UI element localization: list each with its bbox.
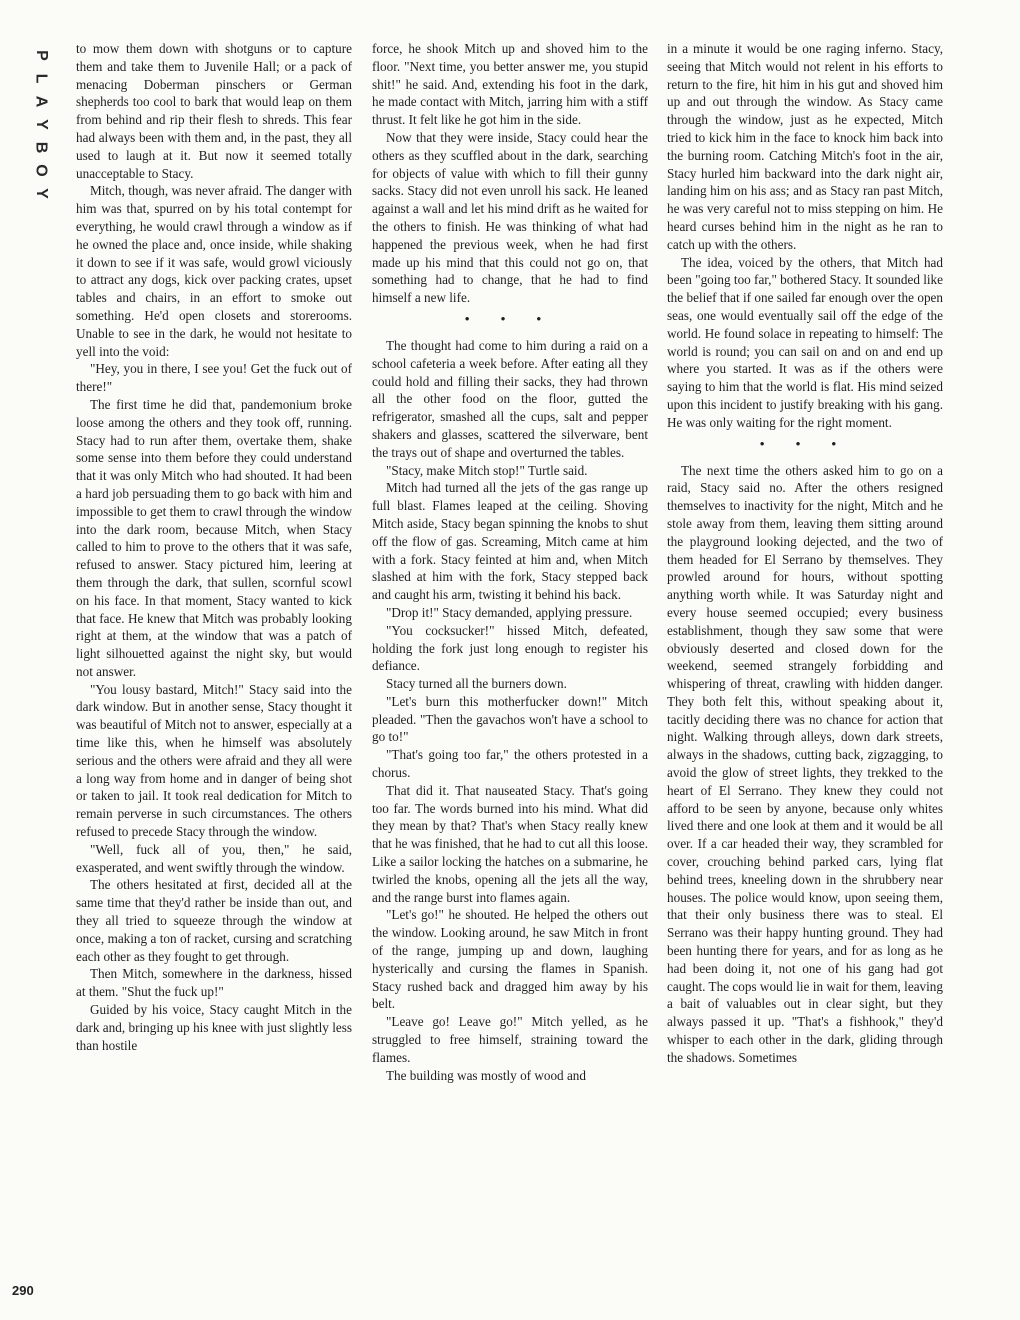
paragraph: The idea, voiced by the others, that Mitch had been "going too far," bothered Stacy. It sounded like the belief that if one sailed far enough over the open seas, one would eventually sail off the edge of the world. He found solace in repeating to himself: The world is round; you can sail on and on and end up where you started. It was as if the others were saying to him that the world is flat. His mind seized upon this incident to justify breaking with his gang. He was only waiting for the right moment. xyxy=(667,254,943,430)
sidebar-letter: O xyxy=(32,164,50,177)
paragraph: to mow them down with shotguns or to capture them and take them to Juvenile Hall; or a pack of menacing Doberman pinschers or German shepherds too cool to bark that would leap on them from behind and rip their flesh to shreds. This fear had always been with them and, in the past, they all used to laugh at it. But now it seemed totally unacceptable to Stacy. xyxy=(76,41,352,181)
paragraph: The thought had come to him during a raid on a school cafeteria a week before. After eating all they could hold and filling their sacks, they had thrown all the other food on the floor, gutted the refrigerator, smashed all the cups, salt and pepper shakers and glasses, scattered the silverware, bent the trays out of shape and overturned the tables. xyxy=(372,337,648,460)
paragraph: "Hey, you in there, I see you! Get the fuck out of there!" xyxy=(76,361,352,395)
paragraph: Now that they were inside, Stacy could hear the others as they scuffled about in the dark, searching for objects of value with which to fill their gunny sacks. Stacy did not even unroll his sack. He leaned against a wall and let his mind drift as he waited for the others to finish. He was thinking of what had happened the previous week, when he had first made up his mind that this could not go on, that something had to change, that he had to find himself a new life. xyxy=(372,129,648,306)
paragraph: in a minute it would be one raging inferno. Stacy, seeing that Mitch would not relent in his efforts to return to the fire, hit him in his gut and shoved him up and out through the window. As Stacy came through the window, just as he expected, Mitch tried to kick him in the face to knock him back into the burning room. Catching Mitch's foot in the air, Stacy hurled him backward into the dark night air, landing him on his ass; and as Stacy ran past Mitch, he was very careful not to miss stepping on him. He heard curses behind him in the night as he ran to catch up with the others. xyxy=(667,41,943,252)
sidebar-letter: L xyxy=(32,73,50,84)
paragraph: "Let's burn this motherfucker down!" Mitch pleaded. "Then the gavachos won't have a school to go to!" xyxy=(372,693,648,745)
paragraph: Mitch had turned all the jets of the gas range up full blast. Flames leaped at the ceiling. Shoving Mitch aside, Stacy began spinning the knobs to shut off the flow of gas. Screaming, Mitch came at him with a fork. Stacy feinted at him and, when Mitch slashed at him with the fork, Stacy stepped back and caught his arm, twisting it behind his back. xyxy=(372,480,648,603)
paragraph: That did it. That nauseated Stacy. That's going too far. The words burned into his mind. What did they mean by that? That's when Stacy really knew that he was finished, that he had to cut all this loose. Like a sailor locking the hatches on a submarine, he twirled the knobs, opening all the jets all the way, and the range burst into flames again. xyxy=(372,782,648,905)
paragraph: "Let's go!" he shouted. He helped the others out the window. Looking around, he saw Mitch in front of the range, jumping up and down, laughing hysterically and cursing the flames in Spanish. Stacy rushed back and dragged him away by his belt. xyxy=(372,907,648,1012)
paragraph: "That's going too far," the others protested in a chorus. xyxy=(372,747,648,781)
paragraph: The next time the others asked him to go on a raid, Stacy said no. After the others resigned themselves to inactivity for the night, Mitch and he stole away from them, leaving them sitting around the playground looking dejected, and the two of them headed for El Serrano by themselves. They prowled around for hours, without spotting anything worth while. It was Saturday night and every house seemed occupied; every business establishment, though they saw some that were obviously deserted and closed down for the weekend, seemed strangely forbidding and whispering of threat, crawling with hidden danger. They both felt this, without speaking about it, tacitly deciding there was no chance for action that night. Walking through alleys, down dark streets, always in the shadows, cutting back, zigzagging, to avoid the glow of street lights, they trekked to the heart of El Serrano. They knew they could not afford to be seen by anyone, because only whites lived there and one look at them and it would be all over. If a car headed their way, they scrambled for cover, crouching behind parked cars, lying flat behind trees, kneeling down in the shrubbery near houses. The police would know, upon seeing them, that their only business there was to steal. El Serrano was their happy hunting ground. They had been hunting there for years, and for as long as he had been doing it, not one of his gang had got caught. The cops would lie in wait for them, leaving a bait of valuables out in clear sight, but they always passed it up. "That's a fishhook," they'd whisper to each other in the dark, gliding through the shadows. Sometimes xyxy=(667,462,943,1065)
paragraph: The others hesitated at first, decided all at the same time that they'd rather be inside than out, and they all tried to squeeze through the window at once, making a ton of racket, cursing and scratching each other as they fought to get through. xyxy=(76,877,352,964)
paragraph: Stacy turned all the burners down. xyxy=(386,676,567,692)
text-column-1 xyxy=(76,40,352,1290)
paragraph: Mitch, though, was never afraid. The danger with him was that, spurred on by his total contempt for everything, he would crawl through a window as if he owned the place and, once inside, while shaking it down to see if it was safe, would growl viciously to attract any dogs, kick over packing crates, upset tables and chairs, in an effort to smoke out something. He'd open closets and storerooms. Unable to see in the dark, he would not hesitate to yell into the void: xyxy=(76,183,352,359)
paragraph: "You cocksucker!" hissed Mitch, defeated, holding the fork just long enough to register his defiance. xyxy=(372,622,648,674)
paragraph: Then Mitch, somewhere in the darkness, hissed at them. "Shut the fuck up!" xyxy=(76,966,352,1000)
sidebar-letter: A xyxy=(32,95,50,108)
paragraph: "Drop it!" Stacy demanded, applying pressure. xyxy=(386,604,633,620)
text-column-2 xyxy=(372,40,648,1290)
paragraph: The building was mostly of wood and xyxy=(386,1067,586,1083)
sidebar-letter: P xyxy=(32,50,50,61)
sidebar-letter: Y xyxy=(32,188,50,199)
page-number: 290 xyxy=(12,1283,34,1298)
paragraph: force, he shook Mitch up and shoved him to the floor. "Next time, you better answer me, you stupid shit!" he said. And, extending his foot in the dark, he made contact with Mitch, jarring him with a stiff thrust. It felt like he got him in the side. xyxy=(372,41,648,128)
paragraph: "You lousy bastard, Mitch!" Stacy said into the dark window. But in another sense, Stacy thought it was beautiful of Mitch not to answer, especially at a time like this, when he himself was absolutely serious and the others were afraid and they all were a long way from home and in danger of being shot or taken to jail. It took real dedication for Mitch to remain perverse in such circumstances. The others refused to precede Stacy through the window. xyxy=(76,681,352,840)
text-column-3 xyxy=(667,40,943,1290)
sidebar-letter: B xyxy=(32,141,50,154)
sidebar-letter: Y xyxy=(32,119,50,130)
paragraph: "Well, fuck all of you, then," he said, exasperated, and went swiftly through the window. xyxy=(76,841,352,875)
section-separator: • • • xyxy=(464,310,556,326)
paragraph: The first time he did that, pandemonium broke loose among the others and they took off, running. Stacy had to run after them, overtake them, shake some sense into them before they could understand that it was only Mitch who had shouted. It had been a hard job persuading them to go back with him and impossible to get them to crawl through the window into the dark room, because Mitch, when Stacy called to him to prove to the others that it was safe, refused to answer. Stacy pictured him, leering at them through the dark, that sullen, scornful scowl on his face. In that moment, Stacy wanted to kick that face. He knew that Mitch was probably looking right at them, at the window that was a patch of light silhouetted against the night sky, but would not answer. xyxy=(76,396,352,679)
paragraph: "Stacy, make Mitch stop!" Turtle said. xyxy=(386,462,588,478)
paragraph: "Leave go! Leave go!" Mitch yelled, as he struggled to free himself, straining toward the flames. xyxy=(372,1014,648,1065)
paragraph: Guided by his voice, Stacy caught Mitch in the dark and, bringing up his knee with just slightly less than hostile xyxy=(76,1002,352,1053)
section-separator: • • • xyxy=(759,435,851,451)
magazine-name-vertical xyxy=(30,44,52,205)
